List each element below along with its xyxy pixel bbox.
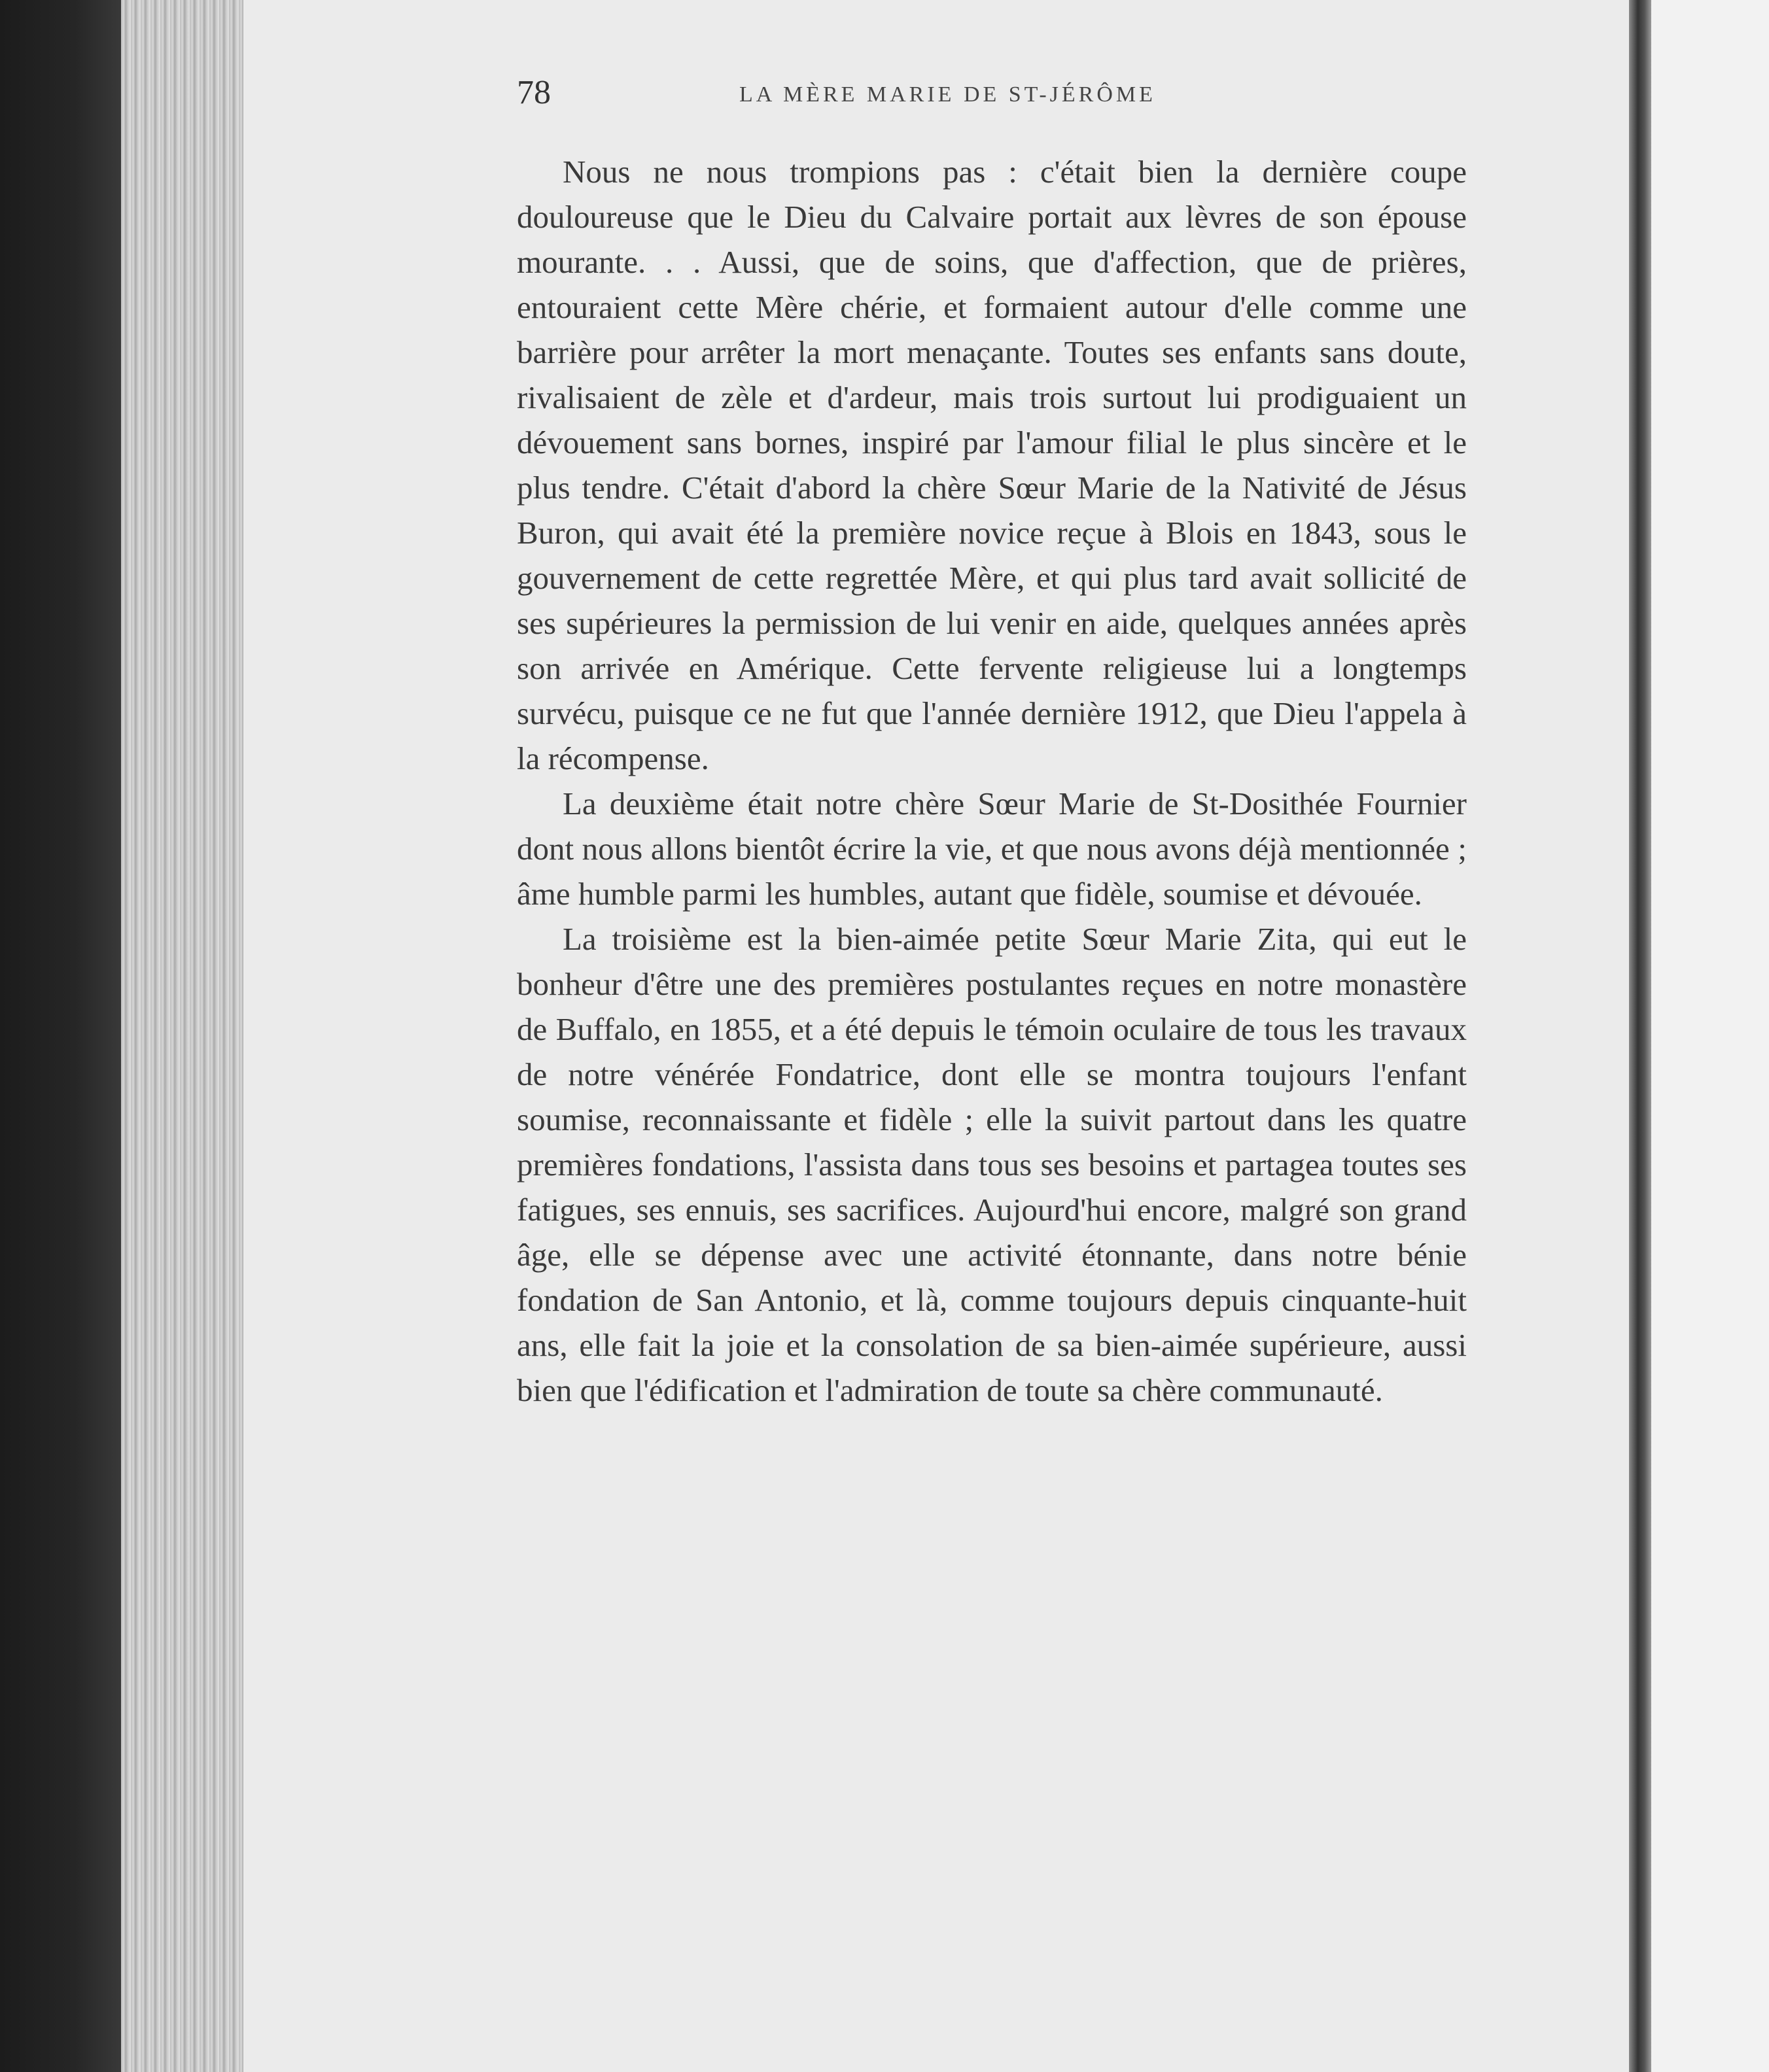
body-text — [517, 149, 1467, 1413]
book-page-edges — [121, 0, 252, 2072]
book-gutter — [1629, 0, 1651, 2072]
paragraph-2: La deuxième était notre chère Sœur Marie de St-Dosithée Fournier dont nous allons bientôt écrire la vie, et que nous avons déjà mentionnée ; âme humble parmi les humbles, autant que fidèle, soumise et dévouée. — [517, 786, 1467, 912]
facing-page — [1651, 0, 1769, 2072]
page-header — [517, 73, 1465, 119]
paragraph-1: Nous ne nous trompions pas : c'était bien la dernière coupe douloureuse que le Dieu du Calvaire portait aux lèvres de son épouse mourante. . . Aussi, que de soins, que d'affection, que de prières, entouraient cette Mère chérie, et formaient autour d'elle comme une barrière pour arrêter la mort menaçante. Toutes ses enfants sans doute, rivalisaient de zèle et d'ardeur, mais trois surtout lui prodiguaient un dévouement sans bornes, inspiré par l'amour filial le plus sincère et le plus tendre. C'était d'abord la chère Sœur Marie de la Nativité de Jésus Buron, qui avait été la première novice reçue à Blois en 1843, sous le gouvernement de cette regrettée Mère, et qui plus tard avait sollicité de ses supérieures la permission de lui venir en aide, quelques années après son arrivée en Amérique. Cette fervente religieuse lui a longtemps survécu, puisque ce ne fut que l'année dernière 1912, que Dieu l'appela à la récompense. — [517, 154, 1467, 776]
running-head: LA MÈRE MARIE DE ST-JÉRÔME — [739, 82, 1156, 107]
scan-background — [0, 0, 124, 2072]
page-number: 78 — [517, 74, 551, 111]
paragraph-3: La troisième est la bien-aimée petite Sœur Marie Zita, qui eut le bonheur d'être une des premières postulantes reçues en notre monastère de Buffalo, en 1855, et a été depuis le témoin oculaire de tous les travaux de notre vénérée Fondatrice, dont elle se montra toujours l'enfant soumise, reconnaissante et fidèle ; elle la suivit partout dans les quatre premières fondations, l'assista dans tous ses besoins et partagea toutes ses fatigues, ses ennuis, ses sacrifices. Aujourd'hui encore, malgré son grand âge, elle se dépense avec une activité étonnante, dans notre bénie fondation de San Antonio, et là, comme toujours depuis cinquante-huit ans, elle fait la joie et la consolation de sa bien-aimée supérieure, aussi bien que l'édification et l'admiration de toute sa chère communauté. — [517, 921, 1467, 1408]
